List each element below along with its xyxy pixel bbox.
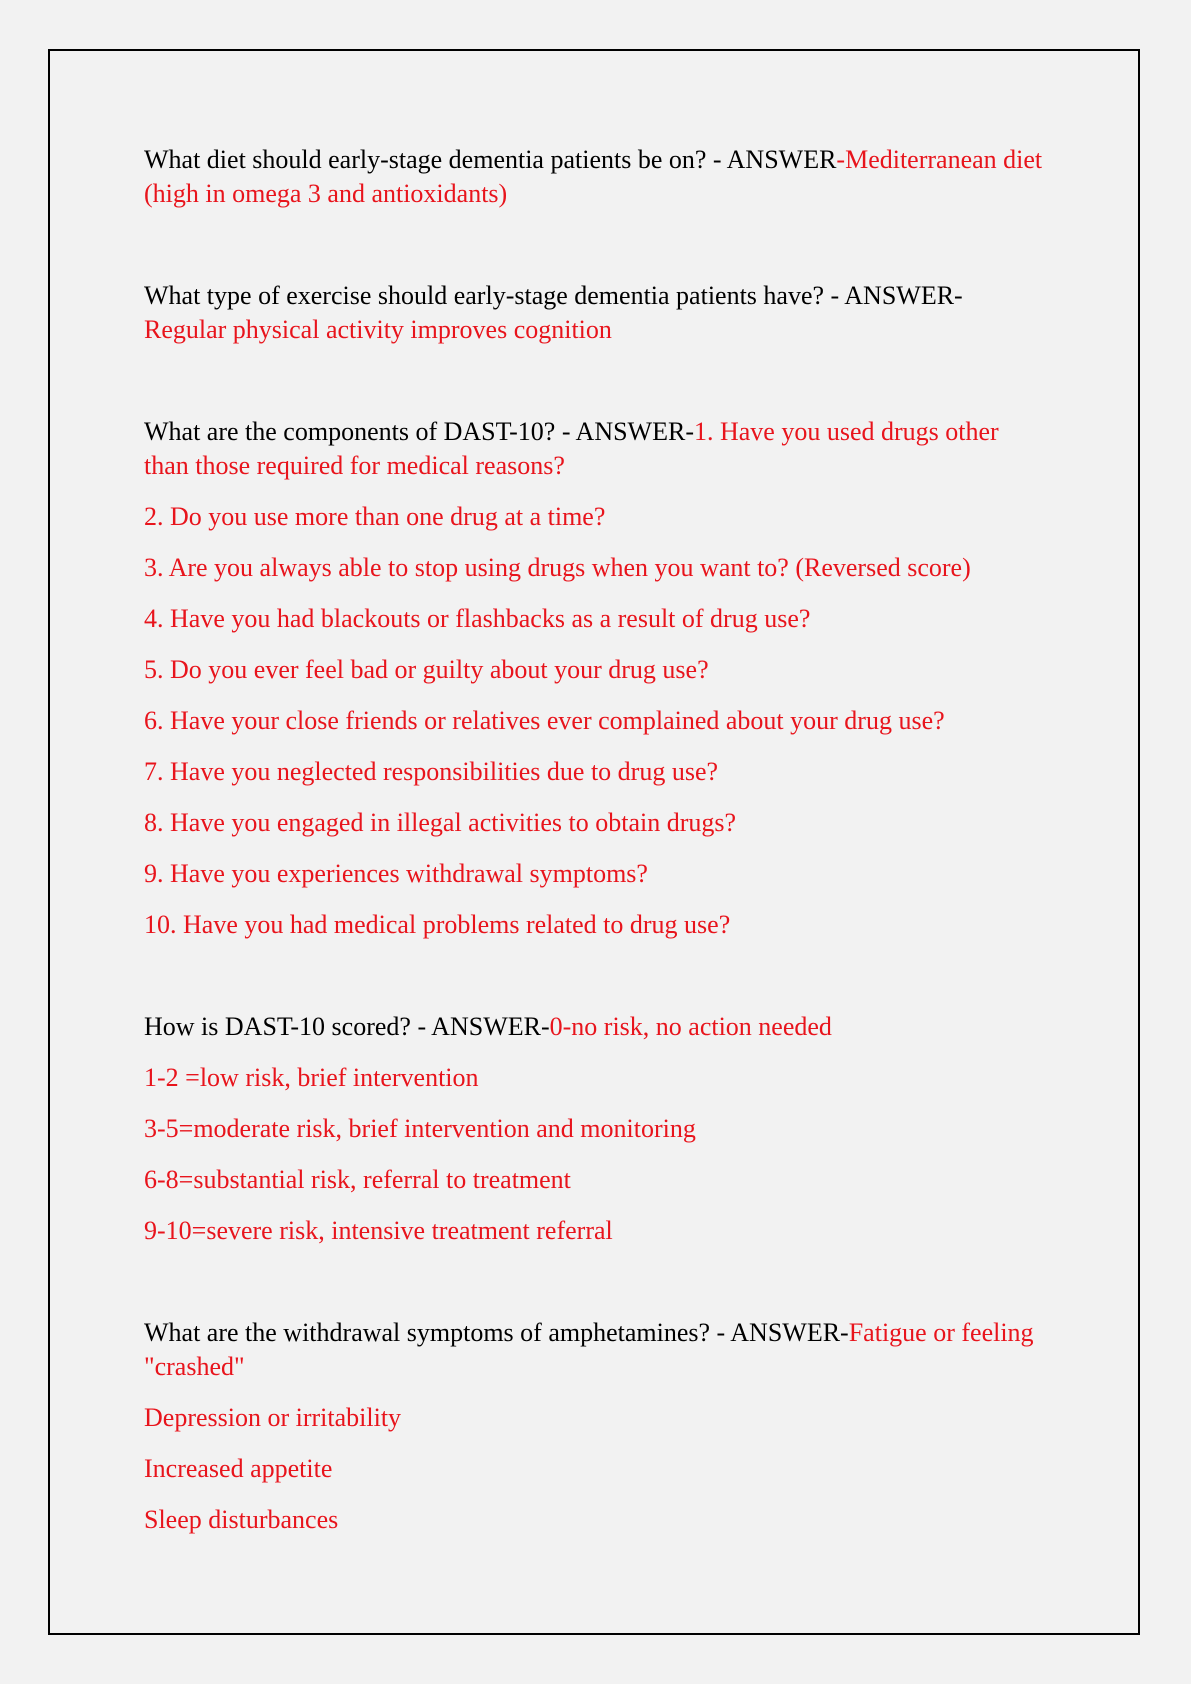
- answer-line: Sleep disturbances: [144, 1505, 339, 1534]
- answer-line: 10. Have you had medical problems related to drug use?: [144, 910, 731, 939]
- question-text: What type of exercise should early-stage dementia patients have? - ANSWER-: [144, 281, 963, 310]
- answer-text: 1. Have you used drugs other than those required for medical reasons?: [144, 417, 999, 480]
- answer-line: 7. Have you neglected responsibilities due to drug use?: [144, 757, 719, 786]
- qa-item: [144, 1010, 1044, 1248]
- question-text: What are the withdrawal symptoms of amphetamines? - ANSWER-: [144, 1318, 849, 1347]
- answer-line: 5. Do you ever feel bad or guilty about your drug use?: [144, 655, 709, 684]
- question-line: [144, 1010, 1044, 1044]
- answer-text: Regular physical activity improves cognition: [144, 315, 612, 344]
- answer-line: 3. Are you always able to stop using drugs when you want to? (Reversed score): [144, 553, 971, 582]
- answer-line: 6. Have your close friends or relatives ever complained about your drug use?: [144, 706, 945, 735]
- answer-text: Fatigue or feeling "crashed": [144, 1318, 1034, 1381]
- question-line: [144, 279, 1044, 347]
- answer-line: 1-2 =low risk, brief intervention: [144, 1063, 479, 1092]
- question-line: [144, 143, 1044, 211]
- question-text: How is DAST-10 scored? - ANSWER-: [144, 1012, 550, 1041]
- answer-text: 0-no risk, no action needed: [549, 1012, 832, 1041]
- answer-line: 4. Have you had blackouts or flashbacks as a result of drug use?: [144, 604, 811, 633]
- answer-line: Depression or irritability: [144, 1403, 402, 1432]
- qa-item: [144, 143, 1044, 211]
- answer-line: 9. Have you experiences withdrawal symptoms?: [144, 859, 648, 888]
- question-line: [144, 415, 1044, 483]
- question-text: What are the components of DAST-10? - ANSWER-: [144, 417, 694, 446]
- answer-line: 8. Have you engaged in illegal activities to obtain drugs?: [144, 808, 737, 837]
- document-body: [144, 143, 1044, 1605]
- answer-text: -Mediterranean diet (high in omega 3 and antioxidants): [144, 145, 1043, 208]
- answer-line: 9-10=severe risk, intensive treatment referral: [144, 1216, 613, 1245]
- question-line: [144, 1316, 1044, 1384]
- answer-line: 2. Do you use more than one drug at a time?: [144, 502, 606, 531]
- question-text: What diet should early-stage dementia patients be on? - ANSWER: [144, 145, 837, 174]
- qa-item: [144, 415, 1044, 942]
- answer-line: Increased appetite: [144, 1454, 333, 1483]
- answer-line: 6-8=substantial risk, referral to treatment: [144, 1165, 571, 1194]
- answer-line: 3-5=moderate risk, brief intervention and monitoring: [144, 1114, 696, 1143]
- qa-item: [144, 279, 1044, 347]
- qa-item: [144, 1316, 1044, 1537]
